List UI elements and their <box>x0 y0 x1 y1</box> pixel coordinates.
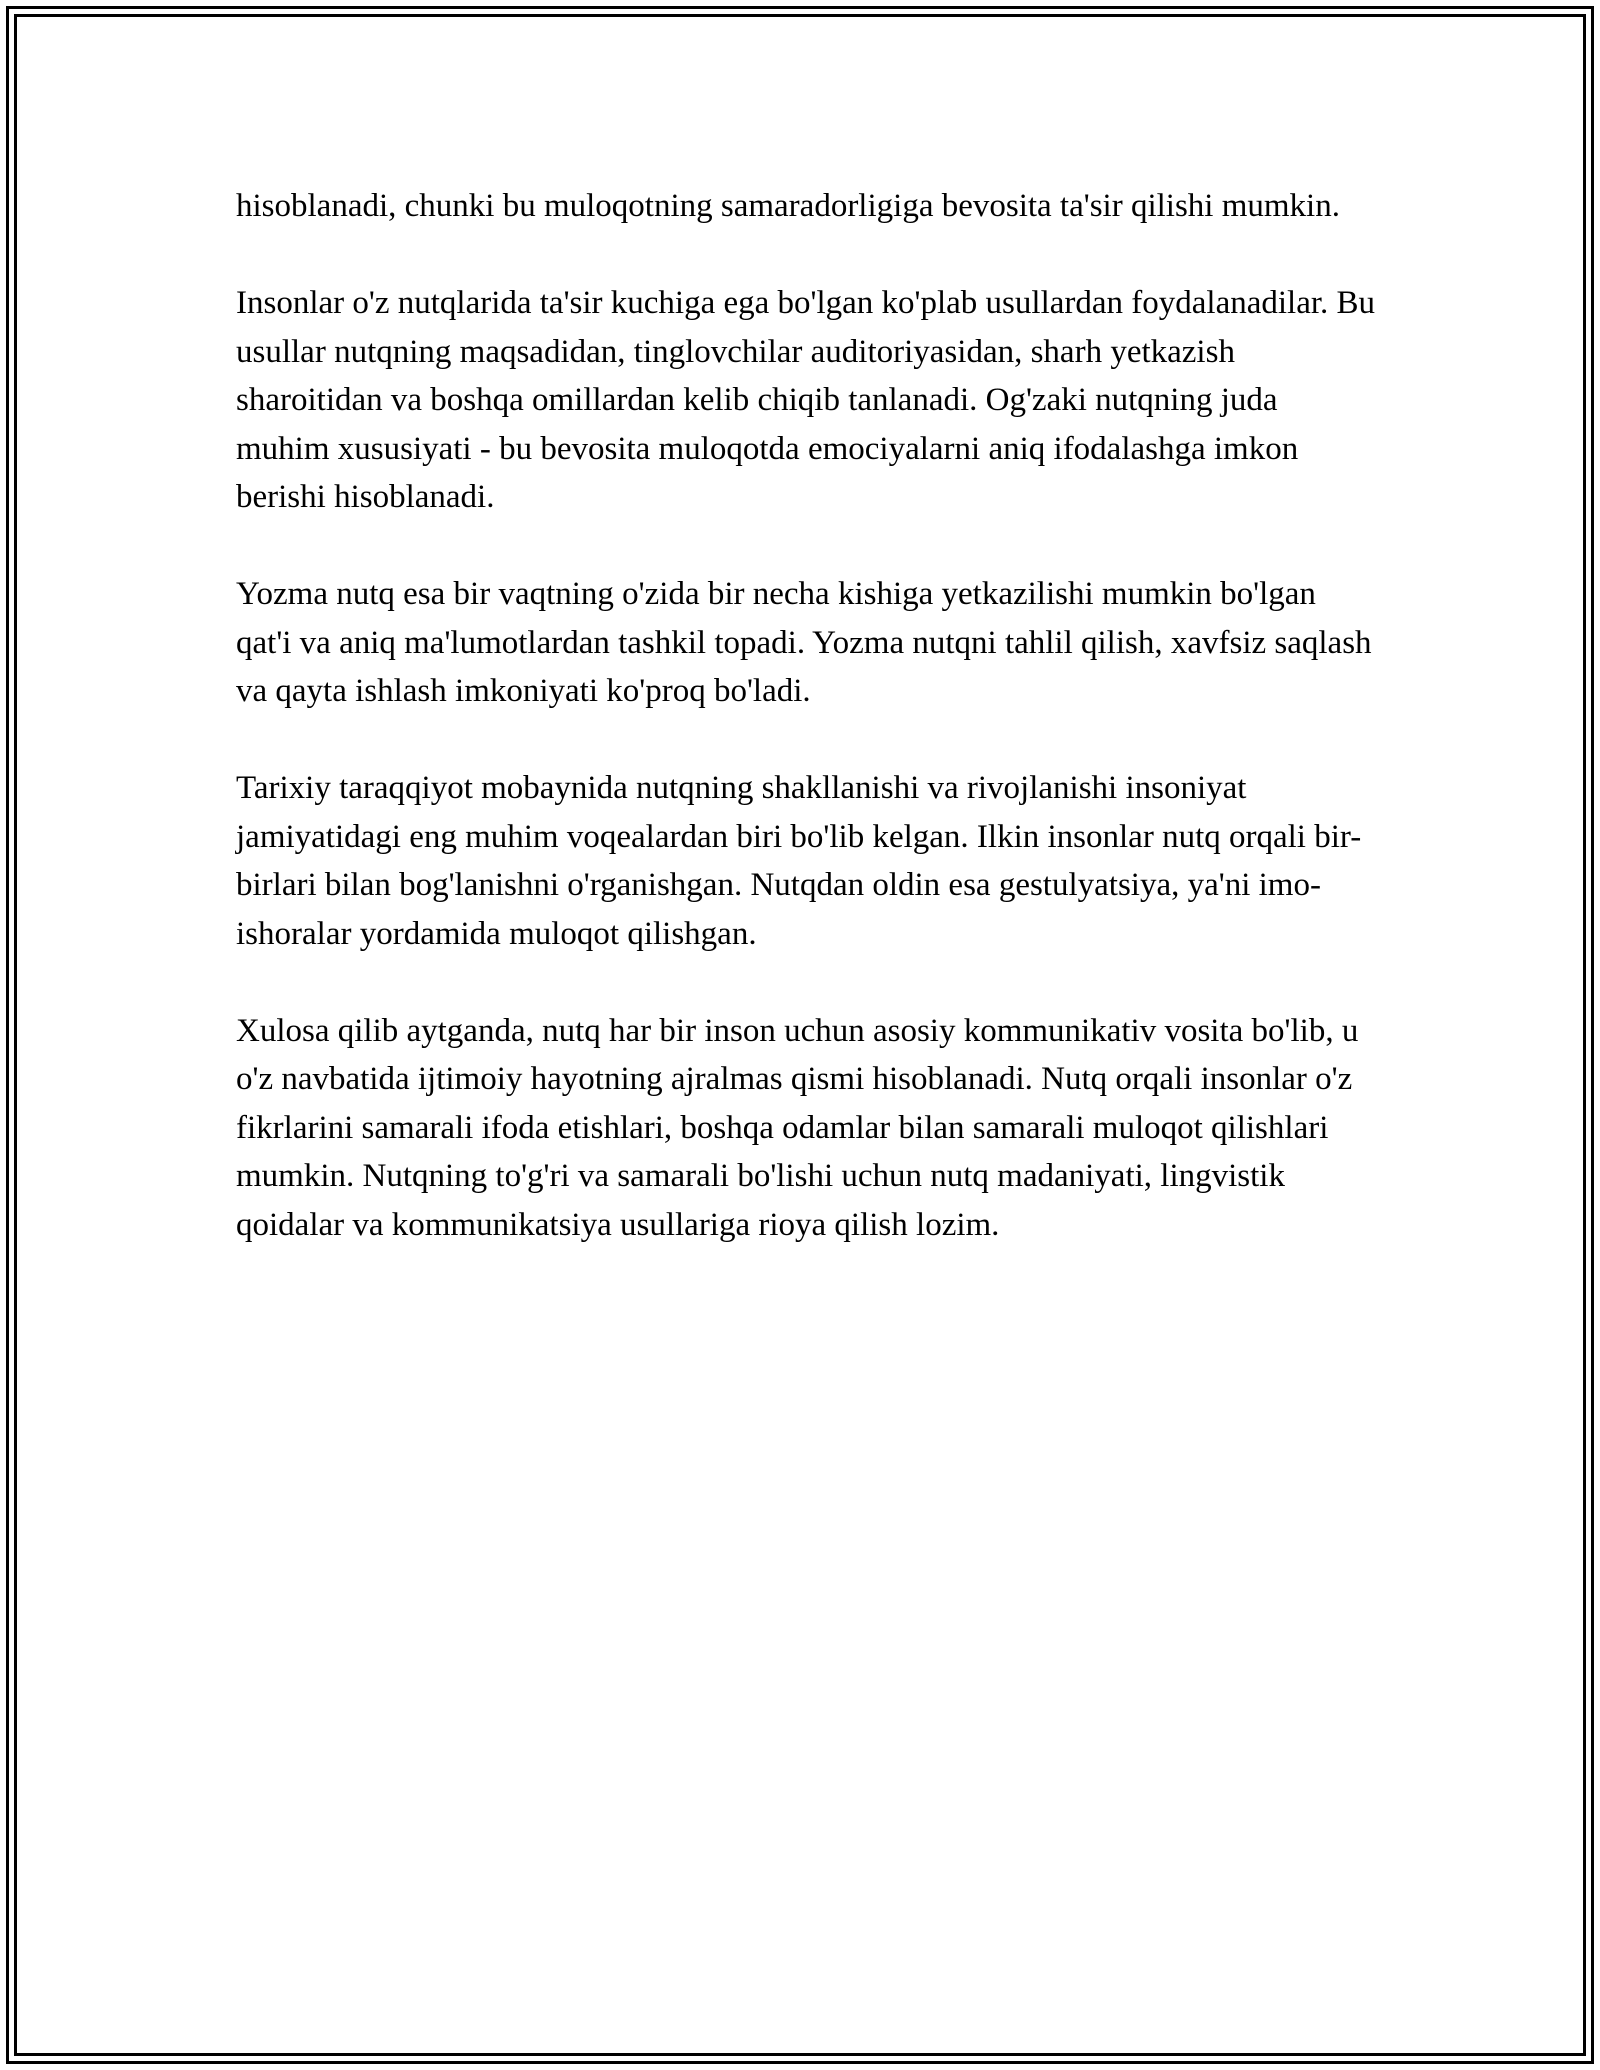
paragraph-3: Yozma nutq esa bir vaqtning o'zida bir necha kishiga yetkazilishi mumkin bo'lgan qat'i va aniq ma'lumotlardan tashkil topadi. Yozma nutqni tahlil qilish, xavfsiz saqlash va qayta ishlash imkoniyati ko'proq bo'ladi. <box>236 576 1372 709</box>
paragraph-1: hisoblanadi, chunki bu muloqotning samaradorligiga bevosita ta'sir qilishi mumkin. <box>236 188 1340 224</box>
paragraph-5: Xulosa qilib aytganda, nutq har bir inson uchun asosiy kommunikativ vosita bo'lib, u o'z navbatida ijtimoiy hayotning ajralmas qismi hisoblanadi. Nutq orqali insonlar o'z fikrlarini samarali ifoda etishlari, boshqa odamlar bilan samarali muloqot qilishlari mumkin. Nutqning to'g'ri va samarali bo'lishi uchun nutq madaniyati, lingvistik qoidalar va kommunikatsiya usullariga rioya qilish lozim. <box>236 1012 1359 1243</box>
document-body <box>236 182 1376 1298</box>
paragraph-4: Tarixiy taraqqiyot mobaynida nutqning shakllanishi va rivojlanishi insoniyat jamiyatidagi eng muhim voqealardan biri bo'lib kelgan. Ilkin insonlar nutq orqali bir-birlari bilan bog'lanishni o'rganishgan. Nutqdan oldin esa gestulyatsiya, ya'ni imo-ishoralar yordamida muloqot qilishgan. <box>236 770 1362 952</box>
paragraph-2: Insonlar o'z nutqlarida ta'sir kuchiga ega bo'lgan ko'plab usullardan foydalanadilar. Bu usullar nutqning maqsadidan, tinglovchilar auditoriyasidan, sharh yetkazish sharoitidan va boshqa omillardan kelib chiqib tanlanadi. Og'zaki nutqning juda muhim xususiyati - bu bevosita muloqotda emociyalarni aniq ifodalashga imkon berishi hisoblanadi. <box>236 285 1376 515</box>
